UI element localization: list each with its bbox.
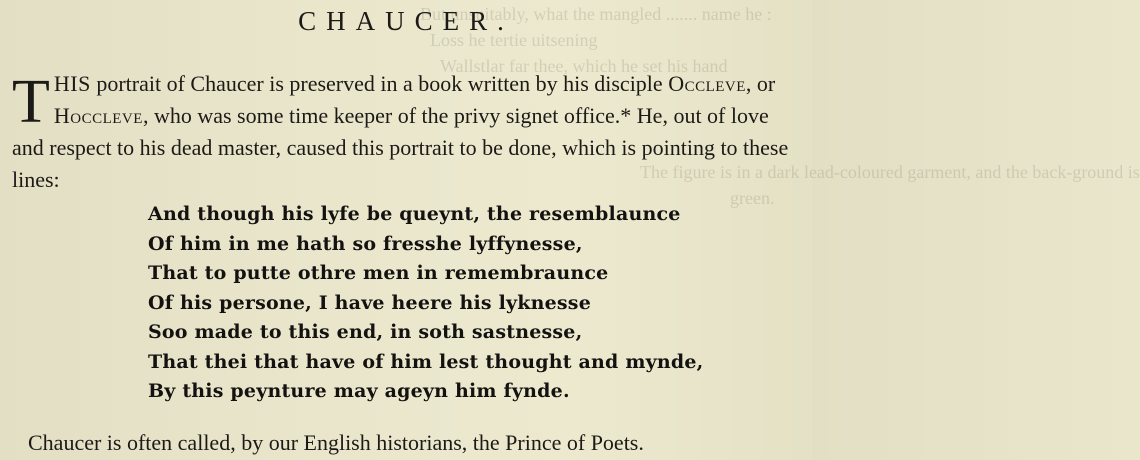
reverse-page-bleed-through: The figure is in a dark lead-coloured garment, and the back-ground is: [640, 162, 1140, 182]
reverse-page-bleed-through: green.: [730, 188, 775, 208]
closing-line: Chaucer is often called, by our English historians, the Prince of Poets.: [28, 430, 644, 455]
page-heading: CHAUCER.: [298, 6, 514, 36]
verse-quotation: [148, 200, 708, 407]
drop-cap: T: [12, 68, 50, 136]
reverse-page-bleed-through: Loss he tertie uitsening: [430, 30, 598, 50]
verse-line: That thei that have of him lest thought and mynde,: [148, 350, 704, 373]
intro-text-3: , who was some time keeper of the privy signet office.* He, out of love and respect to his dead master, caused this portrait to be done, which is pointing to these lines:: [12, 103, 789, 192]
name-hoccleve: Hoccleve: [53, 103, 143, 128]
verse-line: Soo made to this end, in soth sastnesse,: [148, 321, 583, 343]
reverse-page-bleed-through: Wallstlar far thee, which he set his hand: [440, 56, 728, 76]
verse-line: Of his persone, I have heere his lyknesse: [148, 291, 591, 314]
intro-text-1: portrait of Chaucer is preserved in a book written by his disciple: [90, 71, 663, 96]
verse-line: Of him in me hath so fresshe lyffynesse,: [148, 232, 583, 255]
intro-text-2: , or: [745, 71, 776, 96]
verse-line: That to putte othre men in remembraunce: [148, 262, 609, 284]
verse-line: And though his lyfe be queynt, the resemblaunce: [148, 203, 681, 225]
reverse-page-bleed-through: But unsuitably, what the mangled ....... name he :: [420, 4, 772, 24]
verse-line: By this peynture may ageyn him fynde.: [148, 380, 570, 402]
intro-paragraph: [12, 68, 802, 196]
name-occleve: Occleve: [668, 71, 746, 96]
first-word-rest: HIS: [53, 71, 91, 96]
